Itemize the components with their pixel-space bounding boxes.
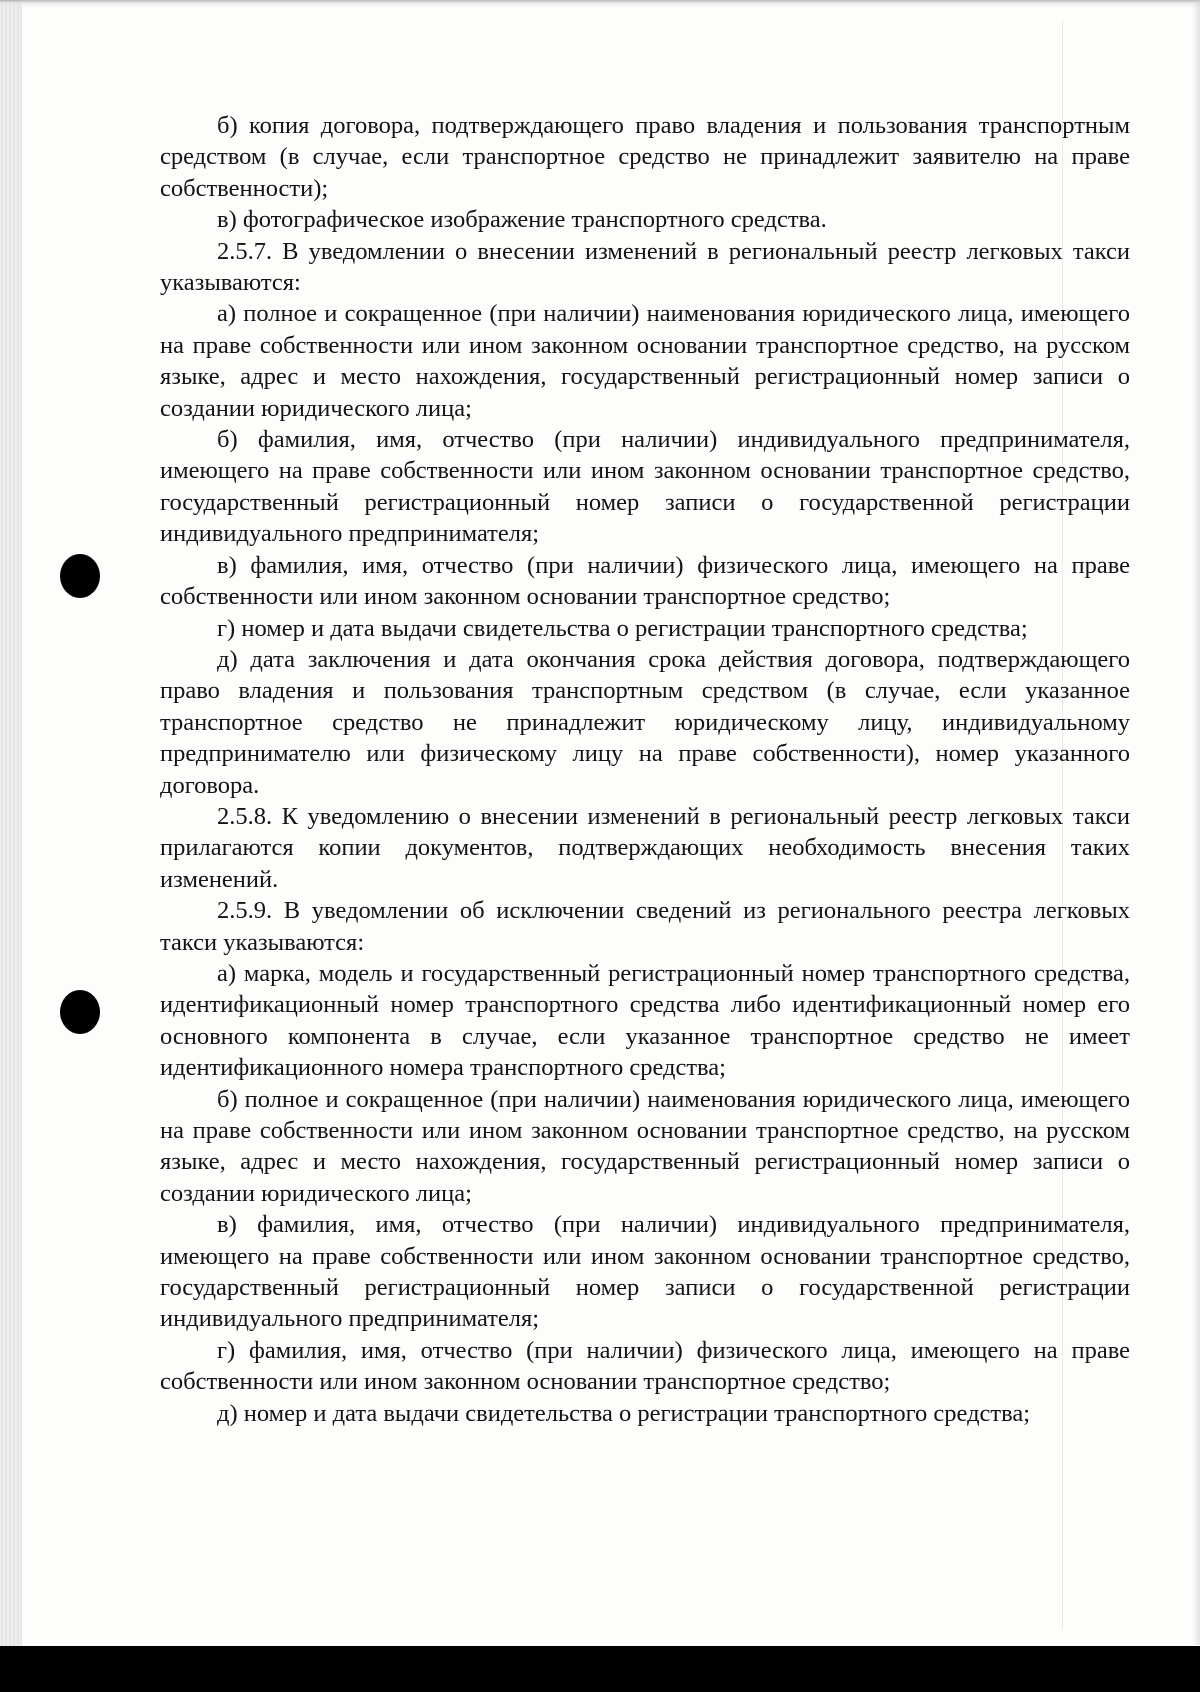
paragraph-a-legal-entity: а) полное и сокращенное (при наличии) наименования юридического лица, имеющего на праве собственности или ином законном основании транспортное средство, на русском языке, адрес и место нахождения, государственный регистрационный номер записи о создании юридического лица;	[160, 300, 1130, 422]
paragraph-d-contract-dates: д) дата заключения и дата окончания срока действия договора, подтверждающего право владения и пользования транспортным средством (в случае, если указанное транспортное средство не принадлежит юридическому лицу, индивидуальному предпринимателю или физическому лицу на праве собственности), номер указанного договора.	[160, 645, 1130, 799]
paragraph-v-individual: в) фамилия, имя, отчество (при наличии) физического лица, имеющего на праве собственности или ином законном основании транспортное средство;	[160, 551, 1130, 611]
paragraph-b-legal-entity: б) полное и сокращенное (при наличии) наименования юридического лица, имеющего на праве собственности или ином законном основании транспортное средство, на русском языке, адрес и место нахождения, государственный регистрационный номер записи о создании юридического лица;	[160, 1085, 1130, 1207]
paragraph-b-contract-copy: б) копия договора, подтверждающего право владения и пользования транспортным средством (в случае, если транспортное средство не принадлежит заявителю на праве собственности);	[160, 112, 1130, 202]
punch-hole	[60, 554, 100, 598]
document-body	[160, 110, 1130, 1429]
paragraph-g-individual: г) фамилия, имя, отчество (при наличии) физического лица, имеющего на праве собственности или ином законном основании транспортное средство;	[160, 1336, 1130, 1396]
paragraph-v-entrepreneur: в) фамилия, имя, отчество (при наличии) индивидуального предпринимателя, имеющего на праве собственности или ином законном основании транспортное средство, государственный регистрационный номер записи о государственной регистрации индивидуального предпринимателя;	[160, 1211, 1130, 1333]
punch-hole	[60, 990, 100, 1034]
clause-2-5-9: 2.5.9. В уведомлении об исключении сведений из регионального реестра легковых такси указываются:	[160, 897, 1130, 956]
paragraph-g-registration-certificate: г) номер и дата выдачи свидетельства о регистрации транспортного средства;	[217, 614, 1028, 642]
scan-bottom-border	[0, 1646, 1200, 1692]
paragraph-d-registration-certificate: д) номер и дата выдачи свидетельства о регистрации транспортного средства;	[217, 1399, 1031, 1427]
paragraph-b-entrepreneur: б) фамилия, имя, отчество (при наличии) индивидуального предпринимателя, имеющего на праве собственности или ином законном основании транспортное средство, государственный регистрационный номер записи о государственной регистрации индивидуального предпринимателя;	[160, 426, 1130, 548]
scan-left-edge	[0, 0, 22, 1692]
clause-2-5-8: 2.5.8. К уведомлению о внесении изменений в региональный реестр легковых такси прилагаются копии документов, подтверждающих необходимость внесения таких изменений.	[160, 802, 1130, 893]
clause-2-5-7: 2.5.7. В уведомлении о внесении изменений в региональный реестр легковых такси указываются:	[160, 237, 1130, 297]
paragraph-v-photo: в) фотографическое изображение транспортного средства.	[217, 206, 827, 234]
scan-top-edge	[0, 0, 1200, 8]
paragraph-a-vehicle-identification: а) марка, модель и государственный регистрационный номер транспортного средства, идентификационный номер транспортного средства либо идентификационный номер его основного компонента в случае, если указанное транспортное средство не имеет идентификационного номера транспортного средства;	[160, 959, 1130, 1082]
scan-right-edge	[1192, 0, 1200, 1645]
